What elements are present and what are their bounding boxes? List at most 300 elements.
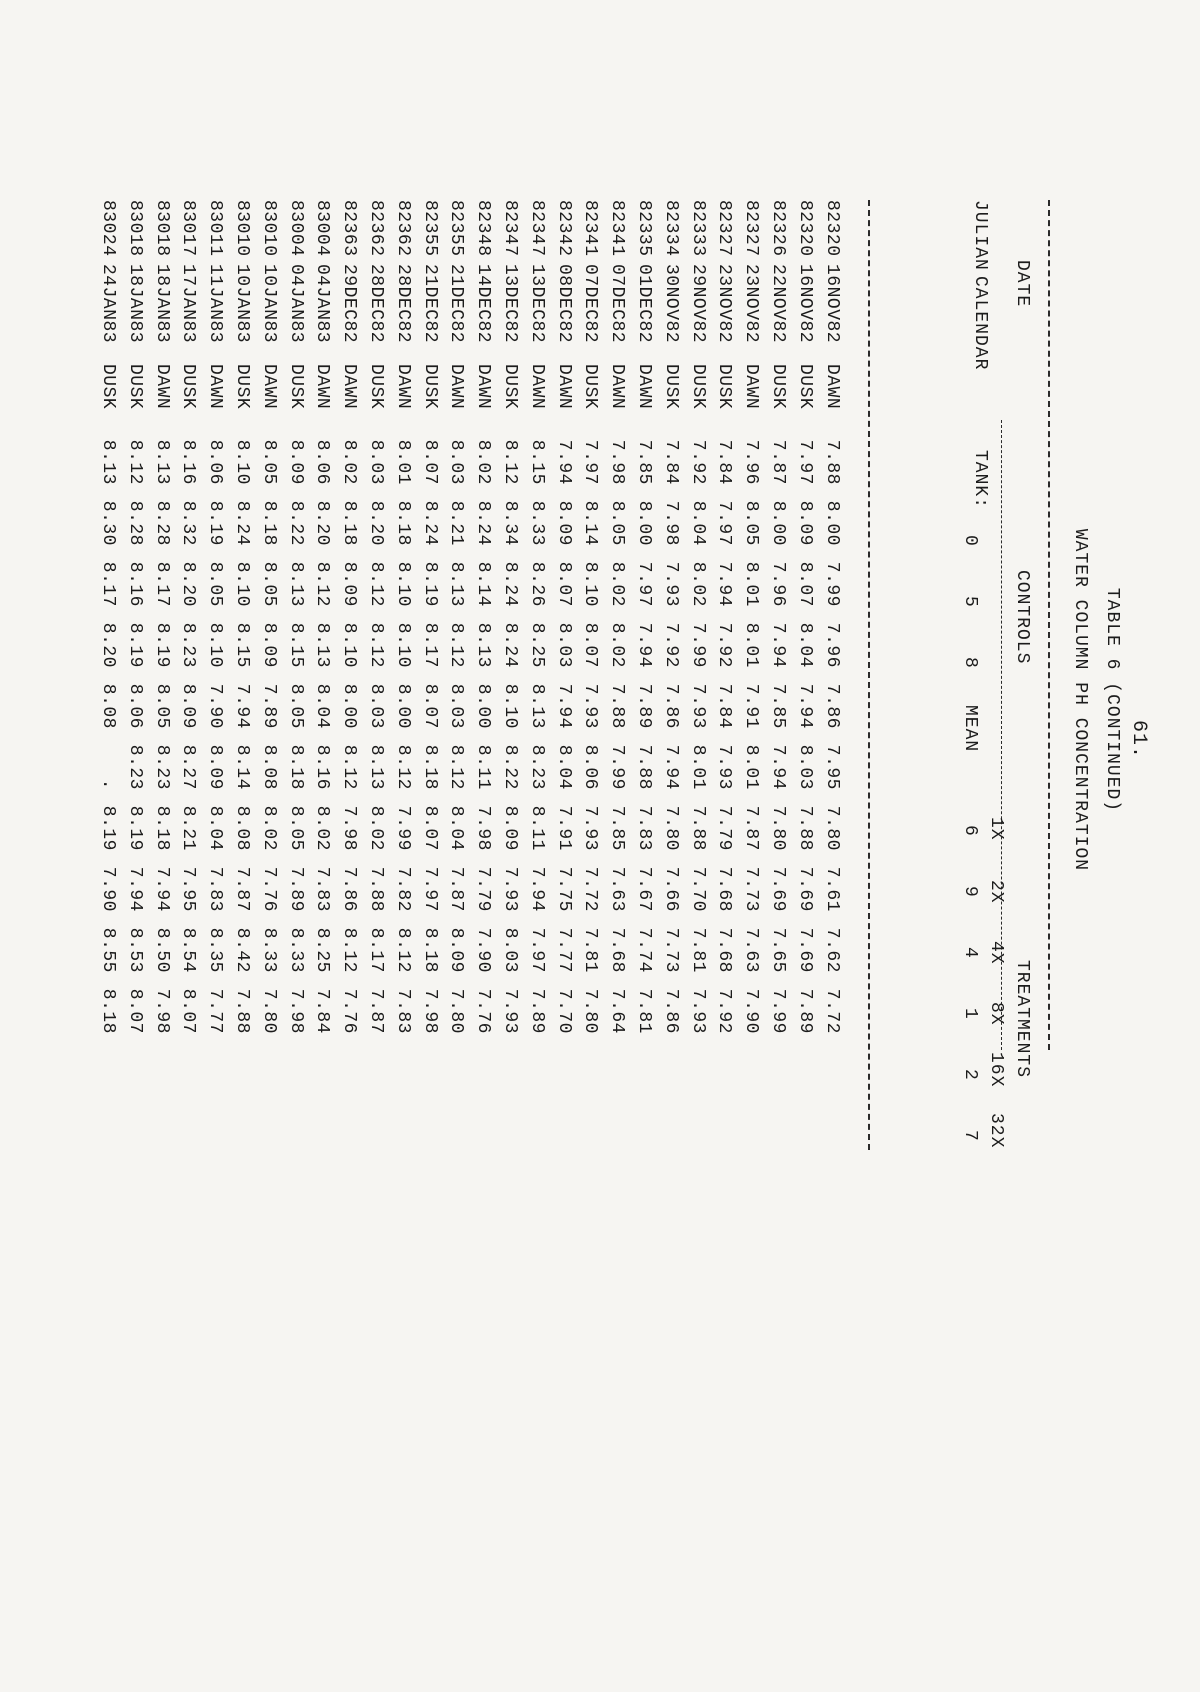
cell-tank-8: 8.24 bbox=[500, 561, 521, 607]
cell-tank-0: 8.15 bbox=[526, 439, 547, 485]
cell-tank-5: 8.24 bbox=[232, 500, 253, 546]
cell-julian-date: 82341 bbox=[607, 200, 628, 257]
table-row bbox=[255, 200, 282, 1034]
cell-calendar-date: 30NOV82 bbox=[660, 264, 681, 344]
cell-julian-date: 83004 bbox=[285, 200, 306, 257]
cell-julian-date: 82347 bbox=[526, 200, 547, 257]
cell-controls-mean: 8.13 bbox=[312, 622, 333, 668]
table-subtitle: WATER COLUMN PH CONCENTRATION bbox=[1070, 528, 1090, 872]
cell-tank-0: 8.09 bbox=[285, 439, 306, 485]
cell-tank-6-1x: 7.86 bbox=[821, 683, 842, 729]
cell-controls-mean: 8.23 bbox=[178, 622, 199, 668]
cell-time-of-day: DAWN bbox=[205, 364, 226, 410]
cell-tank-9-2x: 8.23 bbox=[124, 744, 145, 790]
cell-tank-2-16x: 8.54 bbox=[178, 927, 199, 973]
cell-tank-5: 8.20 bbox=[366, 500, 387, 546]
ph-data-table bbox=[95, 200, 845, 1034]
cell-time-of-day: DAWN bbox=[821, 364, 842, 410]
cell-time-of-day: DAWN bbox=[526, 364, 547, 410]
cell-tank-4-4x: 8.08 bbox=[232, 805, 253, 851]
cell-controls-mean: 8.03 bbox=[553, 622, 574, 668]
cell-tank-6-1x: 7.86 bbox=[660, 683, 681, 729]
cell-tank-7-32x: 8.07 bbox=[178, 988, 199, 1034]
table-row bbox=[416, 200, 443, 1034]
table-row bbox=[818, 200, 845, 1034]
cell-calendar-date: 10JAN83 bbox=[232, 264, 253, 344]
cell-tank-6-1x: 8.06 bbox=[124, 683, 145, 729]
cell-calendar-date: 17JAN83 bbox=[178, 264, 199, 344]
cell-calendar-date: 13DEC82 bbox=[526, 264, 547, 344]
rotated-table-sheet bbox=[98, 200, 1140, 1692]
cell-tank-4-4x: 8.04 bbox=[446, 805, 467, 851]
cell-julian-date: 83018 bbox=[151, 200, 172, 257]
cell-tank-0: 8.02 bbox=[473, 439, 494, 485]
top-dashed-rule bbox=[1048, 200, 1050, 1050]
cell-controls-mean: 8.19 bbox=[124, 622, 145, 668]
cell-tank-0: 7.84 bbox=[714, 439, 735, 485]
cell-calendar-date: 21DEC82 bbox=[419, 264, 440, 344]
cell-tank-0: 8.13 bbox=[151, 439, 172, 485]
cell-tank-9-2x: 8.12 bbox=[339, 744, 360, 790]
cell-tank-0: 7.92 bbox=[687, 439, 708, 485]
cell-tank-5: 8.04 bbox=[687, 500, 708, 546]
cell-controls-mean: 7.94 bbox=[634, 622, 655, 668]
cell-tank-0: 8.03 bbox=[446, 439, 467, 485]
cell-time-of-day: DUSK bbox=[500, 364, 521, 410]
cell-tank-4-4x: 8.09 bbox=[500, 805, 521, 851]
cell-tank-7-32x: 7.81 bbox=[634, 988, 655, 1034]
header-tank-9: 9 bbox=[960, 886, 980, 898]
cell-time-of-day: DUSK bbox=[178, 364, 199, 410]
cell-tank-5: 8.00 bbox=[634, 500, 655, 546]
cell-tank-6-1x: 7.94 bbox=[553, 683, 574, 729]
cell-tank-1-8x: 7.69 bbox=[768, 866, 789, 912]
cell-tank-1-8x: 7.72 bbox=[580, 866, 601, 912]
cell-calendar-date: 22NOV82 bbox=[768, 264, 789, 344]
cell-time-of-day: DAWN bbox=[258, 364, 279, 410]
cell-tank-6-1x: 7.93 bbox=[687, 683, 708, 729]
cell-tank-9-2x: 8.13 bbox=[366, 744, 387, 790]
cell-julian-date: 83010 bbox=[232, 200, 253, 257]
cell-controls-mean: 8.12 bbox=[446, 622, 467, 668]
cell-tank-7-32x: 7.89 bbox=[794, 988, 815, 1034]
header-tank-label: TANK: bbox=[970, 450, 990, 510]
cell-tank-0: 7.84 bbox=[660, 439, 681, 485]
cell-tank-8: 7.93 bbox=[660, 561, 681, 607]
table-row bbox=[684, 200, 711, 1034]
cell-tank-1-8x: 7.66 bbox=[660, 866, 681, 912]
cell-julian-date: 82363 bbox=[339, 200, 360, 257]
cell-tank-0: 7.97 bbox=[580, 439, 601, 485]
cell-tank-9-2x: 8.12 bbox=[392, 744, 413, 790]
cell-tank-2-16x: 7.69 bbox=[794, 927, 815, 973]
cell-tank-9-2x: 8.22 bbox=[500, 744, 521, 790]
cell-time-of-day: DUSK bbox=[580, 364, 601, 410]
cell-tank-5: 8.28 bbox=[151, 500, 172, 546]
cell-time-of-day: DAWN bbox=[312, 364, 333, 410]
cell-tank-6-1x: 8.04 bbox=[312, 683, 333, 729]
cell-tank-2-16x: 7.68 bbox=[607, 927, 628, 973]
cell-tank-4-4x: 7.93 bbox=[580, 805, 601, 851]
cell-time-of-day: DUSK bbox=[366, 364, 387, 410]
cell-tank-9-2x: . bbox=[98, 778, 119, 790]
cell-tank-1-8x: 7.69 bbox=[794, 866, 815, 912]
cell-tank-4-4x: 8.11 bbox=[526, 805, 547, 851]
cell-tank-1-8x: 7.68 bbox=[714, 866, 735, 912]
cell-julian-date: 82335 bbox=[634, 200, 655, 257]
cell-controls-mean: 8.25 bbox=[526, 622, 547, 668]
cell-tank-6-1x: 8.00 bbox=[473, 683, 494, 729]
cell-calendar-date: 16NOV82 bbox=[794, 264, 815, 344]
cell-julian-date: 82320 bbox=[794, 200, 815, 257]
cell-tank-9-2x: 8.03 bbox=[794, 744, 815, 790]
cell-tank-2-16x: 8.35 bbox=[205, 927, 226, 973]
cell-tank-6-1x: 7.90 bbox=[205, 683, 226, 729]
cell-tank-1-8x: 7.83 bbox=[312, 866, 333, 912]
cell-tank-9-2x: 8.23 bbox=[151, 744, 172, 790]
cell-tank-8: 8.07 bbox=[794, 561, 815, 607]
cell-julian-date: 83010 bbox=[258, 200, 279, 257]
cell-tank-9-2x: 8.23 bbox=[526, 744, 547, 790]
cell-tank-8: 8.07 bbox=[553, 561, 574, 607]
cell-julian-date: 83024 bbox=[98, 200, 119, 257]
table-row bbox=[497, 200, 524, 1034]
cell-calendar-date: 07DEC82 bbox=[607, 264, 628, 344]
cell-tank-2-16x: 7.81 bbox=[687, 927, 708, 973]
header-julian: JULIAN bbox=[970, 200, 990, 271]
cell-tank-7-32x: 7.80 bbox=[446, 988, 467, 1034]
cell-tank-7-32x: 7.70 bbox=[553, 988, 574, 1034]
cell-tank-4-4x: 7.80 bbox=[768, 805, 789, 851]
cell-tank-1-8x: 7.97 bbox=[419, 866, 440, 912]
cell-tank-6-1x: 7.85 bbox=[768, 683, 789, 729]
cell-tank-2-16x: 8.42 bbox=[232, 927, 253, 973]
cell-julian-date: 82341 bbox=[580, 200, 601, 257]
cell-tank-6-1x: 8.03 bbox=[366, 683, 387, 729]
cell-tank-1-8x: 7.76 bbox=[258, 866, 279, 912]
cell-tank-1-8x: 7.94 bbox=[526, 866, 547, 912]
cell-controls-mean: 8.09 bbox=[258, 622, 279, 668]
header-8x: 8X bbox=[986, 1002, 1006, 1026]
cell-tank-4-4x: 8.19 bbox=[98, 805, 119, 851]
cell-tank-7-32x: 7.80 bbox=[258, 988, 279, 1034]
cell-tank-7-32x: 7.89 bbox=[526, 988, 547, 1034]
cell-tank-0: 8.12 bbox=[500, 439, 521, 485]
table-row bbox=[443, 200, 470, 1034]
cell-tank-0: 7.94 bbox=[553, 439, 574, 485]
cell-tank-6-1x: 8.08 bbox=[98, 683, 119, 729]
cell-tank-8: 8.10 bbox=[232, 561, 253, 607]
cell-tank-7-32x: 7.92 bbox=[714, 988, 735, 1034]
cell-tank-6-1x: 7.88 bbox=[607, 683, 628, 729]
cell-tank-7-32x: 7.99 bbox=[768, 988, 789, 1034]
cell-tank-9-2x: 8.27 bbox=[178, 744, 199, 790]
cell-tank-9-2x: 8.16 bbox=[312, 744, 333, 790]
cell-tank-6-1x: 8.10 bbox=[500, 683, 521, 729]
cell-tank-0: 7.98 bbox=[607, 439, 628, 485]
cell-tank-7-32x: 7.76 bbox=[473, 988, 494, 1034]
cell-tank-4-4x: 7.83 bbox=[634, 805, 655, 851]
table-row bbox=[309, 200, 336, 1034]
cell-julian-date: 82327 bbox=[714, 200, 735, 257]
cell-tank-1-8x: 7.94 bbox=[151, 866, 172, 912]
cell-controls-mean: 8.20 bbox=[98, 622, 119, 668]
cell-tank-1-8x: 7.86 bbox=[339, 866, 360, 912]
cell-tank-6-1x: 8.13 bbox=[526, 683, 547, 729]
header-16x: 16X bbox=[986, 1052, 1006, 1088]
header-tank-1: 1 bbox=[960, 1008, 980, 1020]
header-date: DATE bbox=[1012, 260, 1032, 308]
cell-julian-date: 83017 bbox=[178, 200, 199, 257]
cell-time-of-day: DUSK bbox=[285, 364, 306, 410]
header-tank-7: 7 bbox=[960, 1130, 980, 1142]
cell-time-of-day: DUSK bbox=[687, 364, 708, 410]
table-row bbox=[363, 200, 390, 1034]
header-calendar: CALENDAR bbox=[970, 276, 990, 371]
table-row bbox=[389, 200, 416, 1034]
cell-controls-mean: 8.01 bbox=[741, 622, 762, 668]
cell-tank-9-2x: 7.99 bbox=[607, 744, 628, 790]
table-row bbox=[550, 200, 577, 1034]
cell-tank-8: 8.01 bbox=[741, 561, 762, 607]
cell-tank-2-16x: 7.68 bbox=[714, 927, 735, 973]
cell-tank-8: 8.26 bbox=[526, 561, 547, 607]
cell-calendar-date: 16NOV82 bbox=[821, 264, 842, 344]
cell-julian-date: 82342 bbox=[553, 200, 574, 257]
cell-tank-6-1x: 7.89 bbox=[258, 683, 279, 729]
cell-calendar-date: 04JAN83 bbox=[312, 264, 333, 344]
table-row bbox=[175, 200, 202, 1034]
cell-tank-5: 8.21 bbox=[446, 500, 467, 546]
cell-tank-9-2x: 8.06 bbox=[580, 744, 601, 790]
cell-tank-4-4x: 8.05 bbox=[285, 805, 306, 851]
cell-tank-9-2x: 8.01 bbox=[687, 744, 708, 790]
table-row bbox=[202, 200, 229, 1034]
cell-tank-7-32x: 7.93 bbox=[500, 988, 521, 1034]
cell-tank-5: 8.24 bbox=[419, 500, 440, 546]
cell-tank-2-16x: 8.55 bbox=[98, 927, 119, 973]
cell-tank-0: 7.87 bbox=[768, 439, 789, 485]
cell-tank-1-8x: 7.82 bbox=[392, 866, 413, 912]
cell-tank-9-2x: 8.14 bbox=[232, 744, 253, 790]
cell-tank-5: 8.05 bbox=[741, 500, 762, 546]
cell-tank-2-16x: 8.50 bbox=[151, 927, 172, 973]
cell-controls-mean: 8.17 bbox=[419, 622, 440, 668]
cell-tank-8: 8.16 bbox=[124, 561, 145, 607]
cell-tank-8: 8.13 bbox=[446, 561, 467, 607]
header-4x: 4X bbox=[986, 941, 1006, 965]
cell-tank-4-4x: 8.02 bbox=[312, 805, 333, 851]
cell-tank-2-16x: 8.25 bbox=[312, 927, 333, 973]
cell-tank-9-2x: 8.04 bbox=[553, 744, 574, 790]
cell-tank-8: 8.02 bbox=[687, 561, 708, 607]
cell-tank-6-1x: 8.05 bbox=[285, 683, 306, 729]
cell-tank-7-32x: 7.80 bbox=[580, 988, 601, 1034]
cell-controls-mean: 7.96 bbox=[821, 622, 842, 668]
cell-tank-4-4x: 8.18 bbox=[151, 805, 172, 851]
cell-tank-8: 8.12 bbox=[312, 561, 333, 607]
cell-tank-1-8x: 7.89 bbox=[285, 866, 306, 912]
cell-controls-mean: 8.19 bbox=[151, 622, 172, 668]
cell-tank-4-4x: 8.02 bbox=[366, 805, 387, 851]
cell-tank-2-16x: 8.17 bbox=[366, 927, 387, 973]
header-tank-5: 5 bbox=[960, 596, 980, 608]
cell-tank-7-32x: 7.64 bbox=[607, 988, 628, 1034]
cell-tank-0: 8.07 bbox=[419, 439, 440, 485]
cell-tank-8: 8.20 bbox=[178, 561, 199, 607]
cell-julian-date: 82347 bbox=[500, 200, 521, 257]
cell-julian-date: 82334 bbox=[660, 200, 681, 257]
cell-tank-1-8x: 7.83 bbox=[205, 866, 226, 912]
cell-time-of-day: DAWN bbox=[339, 364, 360, 410]
cell-tank-1-8x: 7.94 bbox=[124, 866, 145, 912]
cell-tank-9-2x: 8.01 bbox=[741, 744, 762, 790]
table-row bbox=[282, 200, 309, 1034]
cell-tank-7-32x: 8.18 bbox=[98, 988, 119, 1034]
cell-controls-mean: 7.92 bbox=[714, 622, 735, 668]
cell-tank-7-32x: 7.84 bbox=[312, 988, 333, 1034]
cell-tank-7-32x: 7.77 bbox=[205, 988, 226, 1034]
cell-calendar-date: 01DEC82 bbox=[634, 264, 655, 344]
cell-tank-9-2x: 8.11 bbox=[473, 744, 494, 790]
cell-tank-2-16x: 7.77 bbox=[553, 927, 574, 973]
cell-tank-7-32x: 7.90 bbox=[741, 988, 762, 1034]
cell-julian-date: 82355 bbox=[419, 200, 440, 257]
table-row bbox=[738, 200, 765, 1034]
cell-tank-1-8x: 7.93 bbox=[500, 866, 521, 912]
cell-tank-7-32x: 8.07 bbox=[124, 988, 145, 1034]
cell-calendar-date: 14DEC82 bbox=[473, 264, 494, 344]
cell-calendar-date: 23NOV82 bbox=[741, 264, 762, 344]
cell-controls-mean: 8.10 bbox=[339, 622, 360, 668]
cell-tank-7-32x: 7.87 bbox=[366, 988, 387, 1034]
cell-tank-5: 8.14 bbox=[580, 500, 601, 546]
cell-tank-5: 8.18 bbox=[392, 500, 413, 546]
table-row bbox=[711, 200, 738, 1034]
cell-tank-4-4x: 7.88 bbox=[687, 805, 708, 851]
cell-tank-2-16x: 7.65 bbox=[768, 927, 789, 973]
cell-tank-6-1x: 7.89 bbox=[634, 683, 655, 729]
cell-tank-8: 8.02 bbox=[607, 561, 628, 607]
cell-tank-5: 8.20 bbox=[312, 500, 333, 546]
cell-tank-5: 8.00 bbox=[768, 500, 789, 546]
cell-tank-5: 8.18 bbox=[258, 500, 279, 546]
cell-controls-mean: 7.94 bbox=[768, 622, 789, 668]
cell-time-of-day: DAWN bbox=[634, 364, 655, 410]
cell-tank-6-1x: 7.84 bbox=[714, 683, 735, 729]
cell-time-of-day: DUSK bbox=[124, 364, 145, 410]
cell-tank-7-32x: 7.93 bbox=[687, 988, 708, 1034]
header-tank-2: 2 bbox=[960, 1069, 980, 1081]
cell-calendar-date: 21DEC82 bbox=[446, 264, 467, 344]
cell-calendar-date: 29DEC82 bbox=[339, 264, 360, 344]
cell-tank-4-4x: 7.79 bbox=[714, 805, 735, 851]
cell-tank-9-2x: 7.93 bbox=[714, 744, 735, 790]
header-treatments: TREATMENTS bbox=[1012, 960, 1032, 1079]
header-controls: CONTROLS bbox=[1012, 570, 1032, 665]
cell-tank-8: 7.99 bbox=[821, 561, 842, 607]
table-row bbox=[121, 200, 148, 1034]
cell-tank-9-2x: 7.95 bbox=[821, 744, 842, 790]
cell-tank-1-8x: 7.87 bbox=[232, 866, 253, 912]
cell-julian-date: 83004 bbox=[312, 200, 333, 257]
cell-tank-1-8x: 7.73 bbox=[741, 866, 762, 912]
cell-controls-mean: 8.02 bbox=[607, 622, 628, 668]
header-tank-4: 4 bbox=[960, 947, 980, 959]
table-row bbox=[470, 200, 497, 1034]
cell-calendar-date: 18JAN83 bbox=[124, 264, 145, 344]
cell-time-of-day: DAWN bbox=[392, 364, 413, 410]
cell-calendar-date: 28DEC82 bbox=[366, 264, 387, 344]
cell-tank-6-1x: 7.94 bbox=[232, 683, 253, 729]
cell-tank-2-16x: 7.74 bbox=[634, 927, 655, 973]
cell-tank-6-1x: 8.09 bbox=[178, 683, 199, 729]
cell-calendar-date: 04JAN83 bbox=[285, 264, 306, 344]
header-1x: 1X bbox=[986, 817, 1006, 841]
cell-tank-9-2x: 7.88 bbox=[634, 744, 655, 790]
cell-tank-6-1x: 8.05 bbox=[151, 683, 172, 729]
cell-tank-9-2x: 8.12 bbox=[446, 744, 467, 790]
cell-tank-4-4x: 8.21 bbox=[178, 805, 199, 851]
cell-tank-8: 8.10 bbox=[580, 561, 601, 607]
cell-julian-date: 82355 bbox=[446, 200, 467, 257]
cell-julian-date: 82362 bbox=[366, 200, 387, 257]
cell-tank-9-2x: 7.94 bbox=[768, 744, 789, 790]
cell-tank-4-4x: 8.02 bbox=[258, 805, 279, 851]
cell-time-of-day: DAWN bbox=[553, 364, 574, 410]
cell-tank-4-4x: 7.87 bbox=[741, 805, 762, 851]
cell-controls-mean: 8.24 bbox=[500, 622, 521, 668]
cell-tank-0: 8.03 bbox=[366, 439, 387, 485]
cell-tank-0: 8.02 bbox=[339, 439, 360, 485]
cell-tank-4-4x: 8.07 bbox=[419, 805, 440, 851]
header-tank-8: 8 bbox=[960, 657, 980, 669]
table-row bbox=[631, 200, 658, 1034]
cell-julian-date: 82320 bbox=[821, 200, 842, 257]
cell-tank-2-16x: 8.03 bbox=[500, 927, 521, 973]
header-mean: MEAN bbox=[960, 705, 980, 753]
cell-controls-mean: 8.07 bbox=[580, 622, 601, 668]
cell-tank-1-8x: 7.79 bbox=[473, 866, 494, 912]
cell-time-of-day: DUSK bbox=[714, 364, 735, 410]
cell-calendar-date: 11JAN83 bbox=[205, 264, 226, 344]
cell-tank-7-32x: 7.86 bbox=[660, 988, 681, 1034]
cell-julian-date: 82327 bbox=[741, 200, 762, 257]
cell-tank-2-16x: 8.12 bbox=[392, 927, 413, 973]
cell-tank-7-32x: 7.88 bbox=[232, 988, 253, 1034]
cell-tank-0: 8.10 bbox=[232, 439, 253, 485]
cell-controls-mean: 7.99 bbox=[687, 622, 708, 668]
cell-tank-2-16x: 8.33 bbox=[285, 927, 306, 973]
cell-time-of-day: DAWN bbox=[446, 364, 467, 410]
cell-tank-7-32x: 7.98 bbox=[151, 988, 172, 1034]
cell-tank-0: 8.12 bbox=[124, 439, 145, 485]
cell-tank-8: 8.05 bbox=[258, 561, 279, 607]
cell-time-of-day: DUSK bbox=[98, 364, 119, 410]
cell-tank-8: 8.12 bbox=[366, 561, 387, 607]
table-title: TABLE 6 (CONTINUED) bbox=[1102, 587, 1122, 813]
cell-tank-2-16x: 7.81 bbox=[580, 927, 601, 973]
cell-calendar-date: 13DEC82 bbox=[500, 264, 521, 344]
cell-tank-6-1x: 7.93 bbox=[580, 683, 601, 729]
cell-tank-0: 8.13 bbox=[98, 439, 119, 485]
cell-tank-4-4x: 7.80 bbox=[660, 805, 681, 851]
cell-tank-6-1x: 8.03 bbox=[446, 683, 467, 729]
cell-tank-4-4x: 7.91 bbox=[553, 805, 574, 851]
cell-tank-7-32x: 7.72 bbox=[821, 988, 842, 1034]
cell-julian-date: 82362 bbox=[392, 200, 413, 257]
cell-time-of-day: DAWN bbox=[741, 364, 762, 410]
